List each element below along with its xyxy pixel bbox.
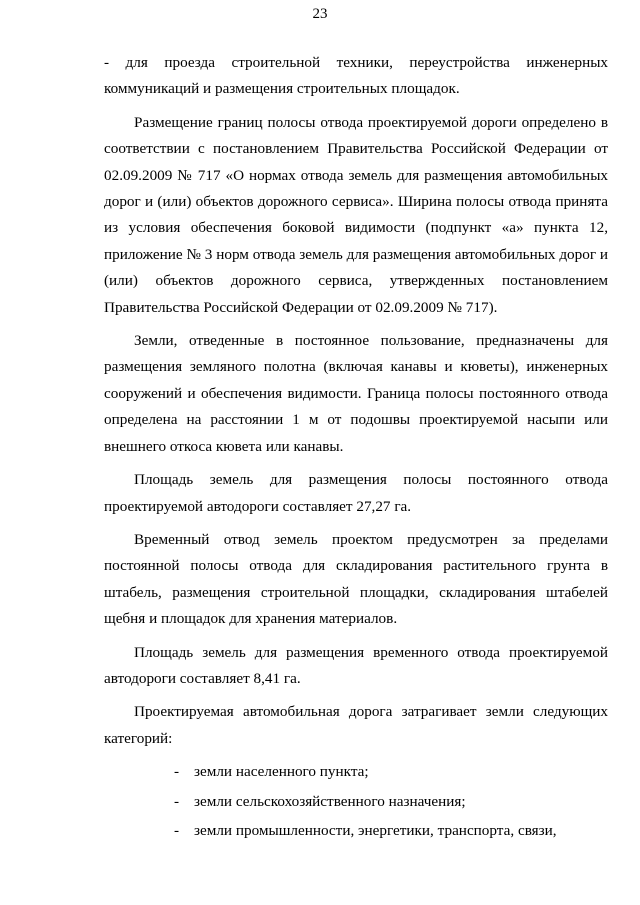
list-dash: -	[174, 821, 180, 839]
list-item	[174, 818, 608, 844]
list-dash: -	[174, 792, 180, 810]
paragraph-right-of-way-boundaries: Размещение границ полосы отвода проектируемой дороги определено в соответствии с постановлением Правительства Российской Федерации от 02.09.2009 № 717 «О нормах отвода земель для размещения автомобильных дорог и (или) объектов дорожного сервиса». Ширина полосы отвода принята из условия обеспечения боковой видимости (подпункт «а» пункта 12, приложение № 3 норм отвода земель для размещения автомобильных дорог и (или) объектов дорожного сервиса, утвержденных постановлением Правительства Российской Федерации от 02.09.2009 № 717).	[104, 113, 608, 316]
paragraph-temporary-area: Площадь земель для размещения временного отвода проектируемой автодороги составляет 8,41 га.	[104, 643, 608, 687]
page-number: 23	[312, 6, 328, 22]
list-dash: -	[174, 763, 180, 781]
list-item	[174, 759, 608, 785]
paragraph-permanent-area: Площадь земель для размещения полосы постоянного отвода проектируемой автодороги составляет 27,27 га.	[104, 471, 608, 515]
land-categories-list	[104, 759, 608, 844]
paragraph-permanent-use-lands: Земли, отведенные в постоянное пользование, предназначены для размещения земляного полотна (включая канавы и кюветы), инженерных сооружений и обеспечения видимости. Граница полосы постоянного отвода определена на расстоянии 1 м от подошвы проектируемой насыпи или внешнего откоса кювета или канавы.	[104, 332, 608, 455]
list-item-text: земли сельскохозяйственного назначения;	[194, 792, 466, 810]
paragraph-temporary-allotment: Временный отвод земель проектом предусмотрен за пределами постоянной полосы отвода для складирования растительного грунта в штабель, размещения строительной площадки, складирования штабелей щебня и площадок для хранения материалов.	[104, 530, 608, 628]
paragraph-land-categories-intro: Проектируемая автомобильная дорога затрагивает земли следующих категорий:	[104, 703, 608, 747]
list-item	[174, 789, 608, 815]
list-item-text: земли промышленности, энергетики, транспорта, связи,	[194, 821, 557, 839]
paragraph-construction-purposes: - для проезда строительной техники, переустройства инженерных коммуникаций и размещения строительных площадок.	[104, 54, 608, 98]
document-body	[104, 50, 608, 847]
list-item-text: земли населенного пункта;	[194, 763, 369, 781]
